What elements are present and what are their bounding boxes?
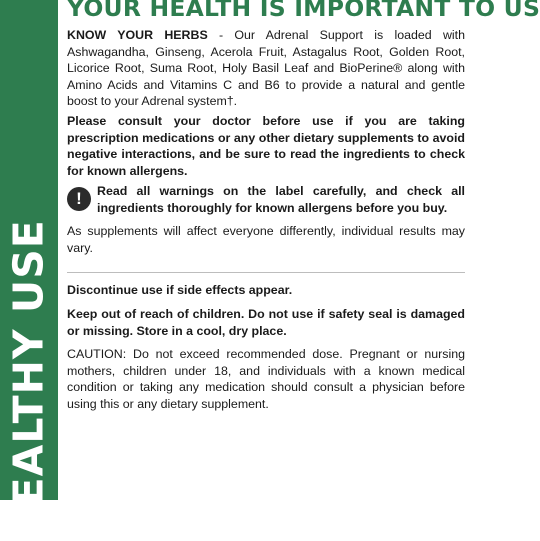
know-your-herbs-paragraph — [67, 27, 465, 110]
keep-out-of-reach-text: Keep out of reach of children. Do not use if safety seal is damaged or missing. Store in a cool, dry place. — [67, 307, 465, 338]
warning-icon: ! — [67, 187, 91, 211]
discontinue-text: Discontinue use if side effects appear. — [67, 283, 293, 297]
warning-text: Read all warnings on the label carefully, and check all ingredients thoroughly for known allergens before you buy. — [97, 184, 465, 215]
know-your-herbs-label: KNOW YOUR HERBS — [67, 28, 208, 42]
caution-text: CAUTION: Do not exceed recommended dose. Pregnant or nursing mothers, children under 18, and individuals with a known medical condition or taking any medication should consult a physician before using this or any dietary supplement. — [67, 347, 465, 411]
supplements-note: As supplements will affect everyone differently, individual results may vary. — [67, 224, 465, 255]
divider — [67, 272, 465, 273]
content-area — [67, 0, 540, 500]
headline: YOUR HEALTH IS IMPORTANT TO US — [67, 0, 540, 22]
sidebar-banner — [0, 0, 58, 541]
know-your-herbs-text: - Our Adrenal Support is loaded with Ashwagandha, Ginseng, Acerola Fruit, Astagalus Root, Golden Root, Licorice Root, Suma Root, Holy Basil Leaf and BioPerine® along with Amino Acids and Vitamins C and B6 to provide a natural and gentle boost to your Adrenal system†. — [67, 28, 465, 108]
consult-doctor-paragraph: Please consult your doctor before use if you are taking prescription medications or any other dietary supplements to avoid negative interactions, and be sure to read the ingredients to check for known allergens. — [67, 114, 465, 178]
sidebar-title: HEALTHY USE — [4, 219, 53, 541]
